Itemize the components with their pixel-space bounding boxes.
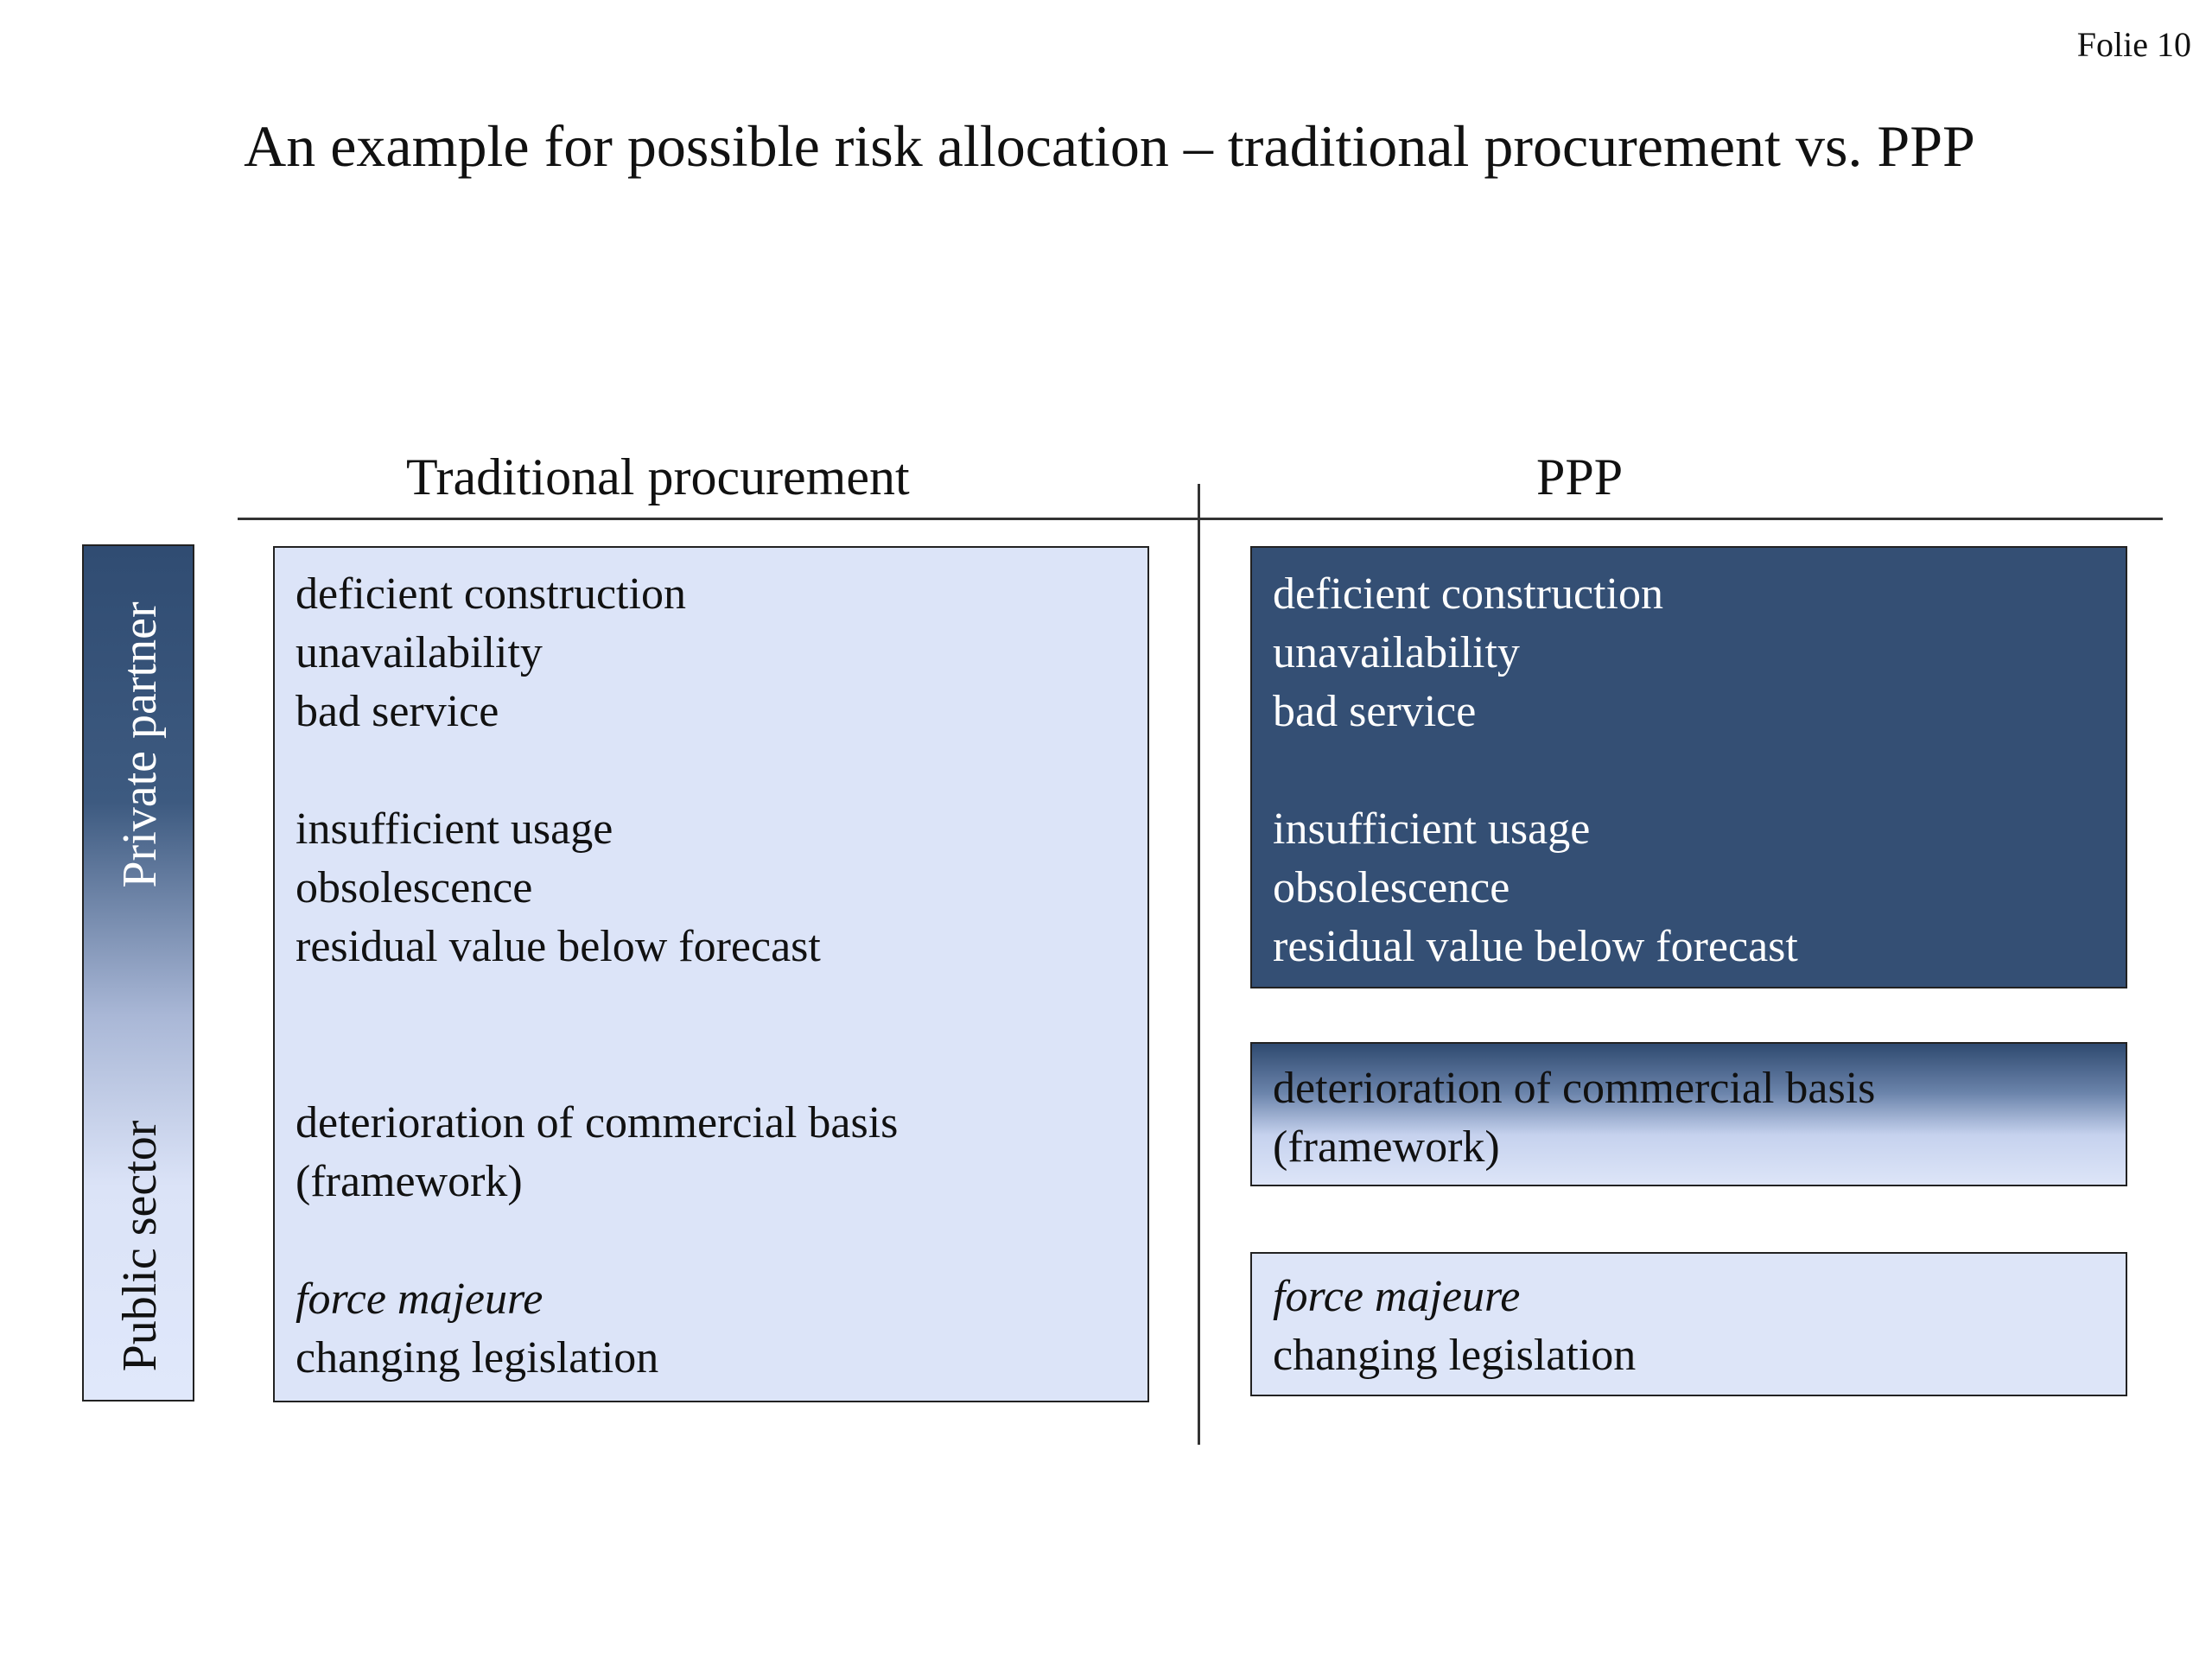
risk-item: insufficient usage [296, 804, 613, 854]
risk-item: bad service [1273, 687, 1477, 736]
risk-item: unavailability [1273, 628, 1520, 677]
ppp-private-risk-box [1250, 546, 2127, 988]
column-header-traditional: Traditional procurement [406, 448, 910, 505]
risk-item: obsolescence [296, 863, 533, 912]
risk-item: bad service [296, 687, 499, 736]
column-header-ppp: PPP [1536, 448, 1624, 505]
risk-item: residual value below forecast [1273, 922, 1798, 971]
axis-label-public-sector: Public sector [113, 1120, 167, 1372]
ppp-shared-risk-box [1250, 1042, 2127, 1186]
risk-item: deterioration of commercial basis [1273, 1064, 1876, 1113]
risk-item: (framework) [1273, 1122, 1500, 1172]
risk-item-force-majeure: force majeure [1273, 1272, 1521, 1321]
column-divider [1198, 484, 1200, 1445]
traditional-risk-box [273, 546, 1149, 1402]
risk-item: residual value below forecast [296, 922, 821, 971]
risk-item: unavailability [296, 628, 543, 677]
header-divider [238, 518, 2163, 520]
risk-item-force-majeure: force majeure [296, 1274, 543, 1324]
slide-number: Folie 10 [2076, 25, 2191, 64]
risk-item: changing legislation [296, 1333, 659, 1382]
risk-item: changing legislation [1273, 1331, 1637, 1380]
risk-item: deterioration of commercial basis [296, 1098, 899, 1147]
risk-item: (framework) [296, 1157, 523, 1206]
risk-item: deficient construction [296, 569, 686, 619]
ppp-public-risk-box [1250, 1252, 2127, 1396]
risk-item: obsolescence [1273, 863, 1510, 912]
risk-item: insufficient usage [1273, 804, 1591, 854]
risk-item: deficient construction [1273, 569, 1663, 619]
axis-label-private-partner: Private partner [113, 601, 167, 888]
slide-title: An example for possible risk allocation – traditional procurement vs. PPP [244, 113, 1975, 179]
